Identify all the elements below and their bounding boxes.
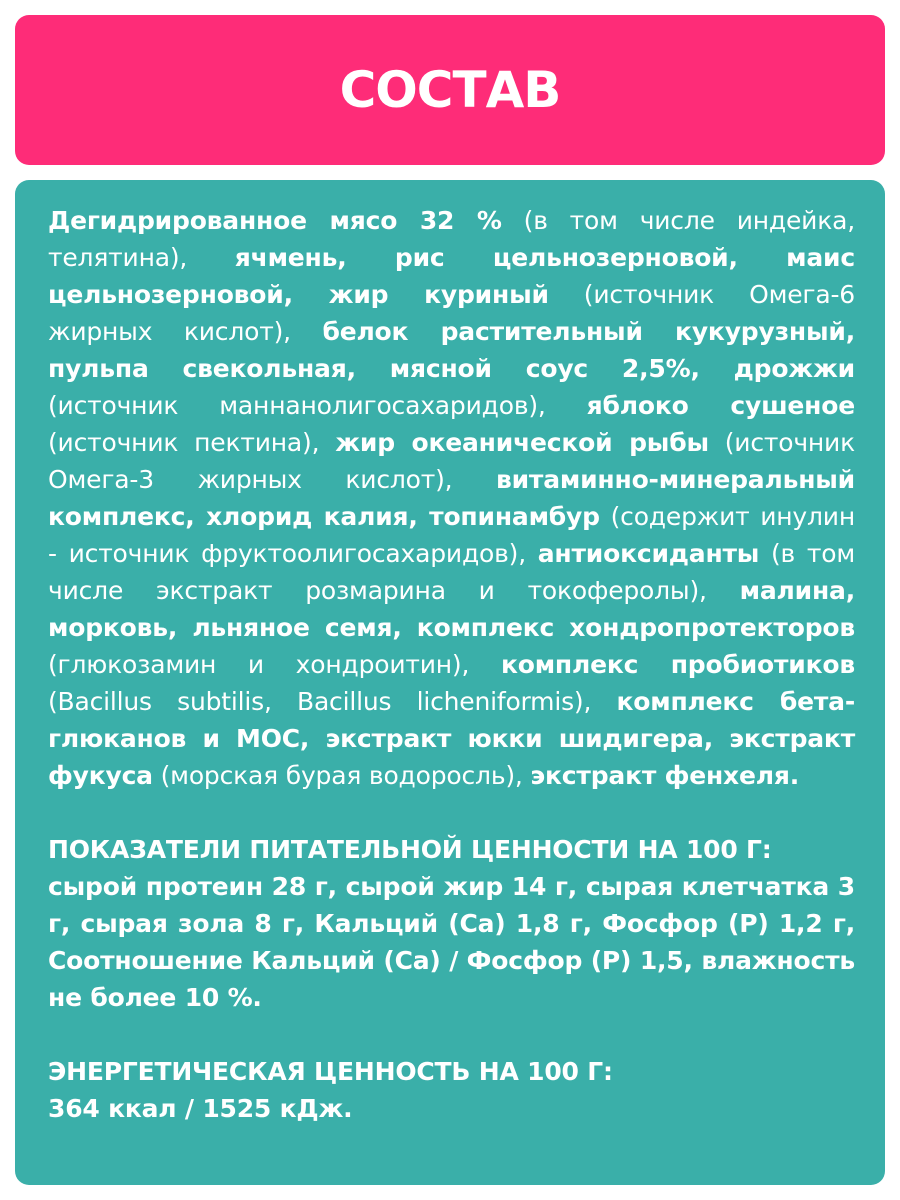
ingredient-note-segment: (источник Омега-3 жирных кислот), xyxy=(48,428,856,494)
page-title: СОСТАВ xyxy=(339,61,561,119)
ingredient-bold-segment: яблоко сушеное xyxy=(586,391,855,420)
energy-value: 364 ккал / 1525 кДж. xyxy=(48,1094,353,1123)
nutrition-title: ПОКАЗАТЕЛИ ПИТАТЕЛЬНОЙ ЦЕННОСТИ НА 100 Г: xyxy=(48,835,772,864)
ingredient-note-segment: (источник маннанолигосахаридов), xyxy=(48,391,587,420)
ingredients-panel xyxy=(15,180,885,1185)
ingredient-note-segment: (содержит инулин - источник фруктоолигосахаридов), xyxy=(48,502,855,568)
ingredient-bold-segment: белок растительный кукурузный, пульпа свекольная, мясной соус 2,5%, дрожжи xyxy=(48,317,855,383)
ingredient-bold-segment: витаминно-минеральный комплекс, хлорид калия, топинамбур xyxy=(48,465,855,531)
ingredient-bold-segment: ячмень, рис цельнозерновой, маис цельнозерновой, жир куриный xyxy=(48,243,855,309)
energy-title: ЭНЕРГЕТИЧЕСКАЯ ЦЕННОСТЬ НА 100 Г: xyxy=(48,1057,613,1086)
header-banner xyxy=(15,15,885,165)
ingredient-bold-segment: жир океанической рыбы xyxy=(335,428,709,457)
ingredient-bold-segment: комплекс пробиотиков xyxy=(500,650,855,679)
ingredient-note-segment: (глюкозамин и хондроитин), xyxy=(48,650,501,679)
nutrition-section xyxy=(48,831,855,1016)
ingredient-note-segment: (источник пектина), xyxy=(48,428,336,457)
ingredient-bold-segment: Дегидрированное мясо 32 % xyxy=(48,206,502,235)
ingredient-note-segment: (Bacillus subtilis, Bacillus licheniformis), xyxy=(48,687,617,716)
composition-text xyxy=(48,202,855,794)
ingredient-bold-segment: экстракт фенхеля. xyxy=(530,761,800,790)
ingredient-note-segment: (в том числе экстракт розмарина и токоферолы), xyxy=(48,539,855,605)
energy-section xyxy=(48,1053,855,1127)
ingredient-bold-segment: антиоксиданты xyxy=(537,539,760,568)
ingredient-bold-segment: малина, морковь, льняное семя, комплекс хондропротекторов xyxy=(48,576,855,642)
ingredient-bold-segment: комплекс бета-глюканов и МОС, экстракт юкки шидигера, экстракт фукуса xyxy=(48,687,855,790)
ingredient-note-segment: (морская бурая водоросль), xyxy=(152,761,531,790)
ingredient-note-segment: (источник Омега-6 жирных кислот), xyxy=(48,280,855,346)
nutrition-values: сырой протеин 28 г, сырой жир 14 г, сырая клетчатка 3 г, сырая зола 8 г, Кальций (Са) 1,8 г, Фосфор (Р) 1,2 г, Соотношение Кальций (Са) / Фосфор (Р) 1,5, влажность не более 10 %. xyxy=(48,872,855,1012)
ingredient-note-segment: (в том числе индейка, телятина), xyxy=(48,206,855,272)
